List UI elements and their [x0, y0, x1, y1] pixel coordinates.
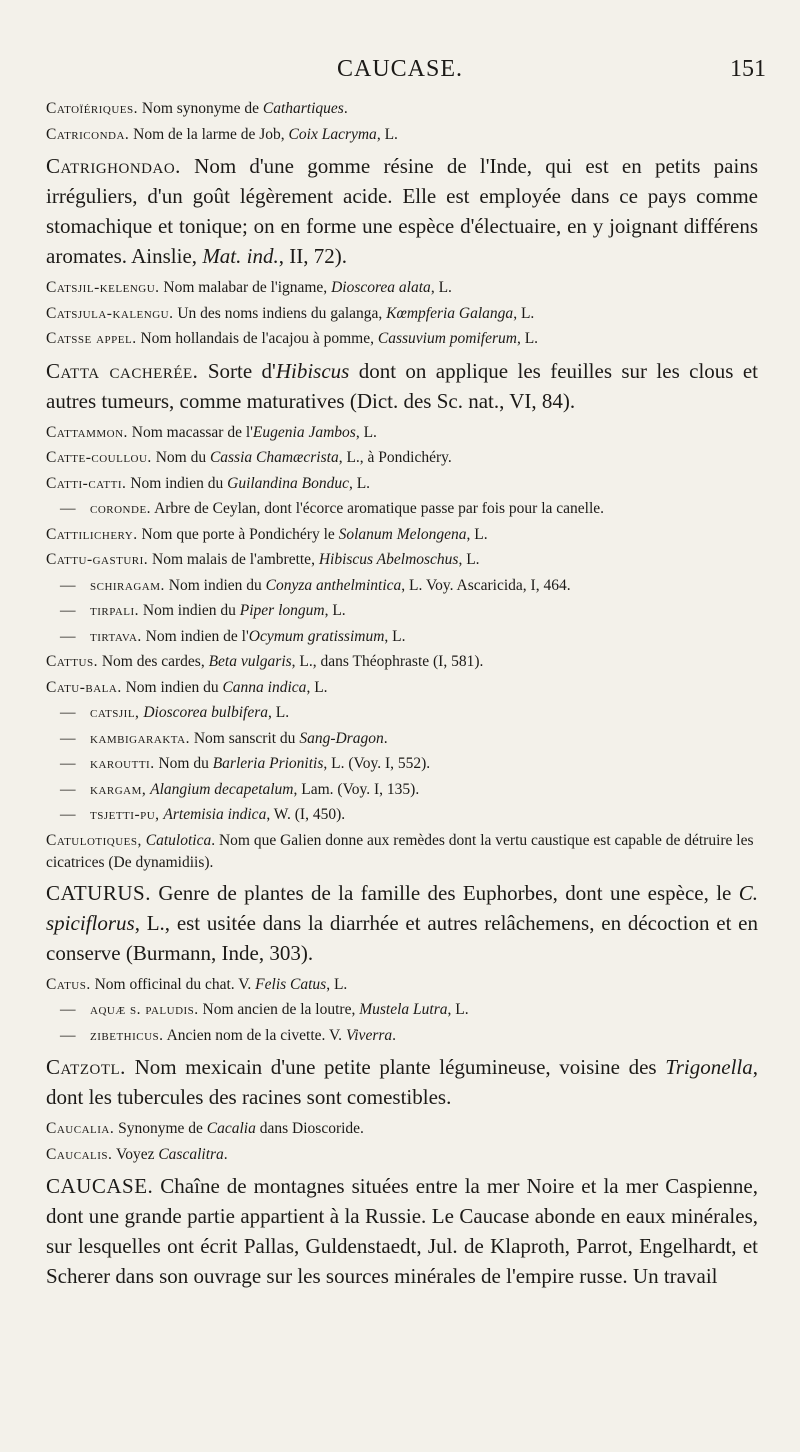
entry-caucalia: Caucalia. Synonyme de Cacalia dans Dioscoride.: [46, 1120, 364, 1137]
entry-tsjetti-pu: — tsjetti-pu, Artemisia indica, W. (I, 450).: [60, 806, 346, 823]
entry-catta-cacheree: Catta cacherée. Sorte d'Hibiscus dont on applique les feuilles sur les clous et autres tumeurs, comme maturatives (Dict. des Sc. nat., VI, 84).: [46, 358, 758, 413]
entry-aquae-paludis: — aquæ s. paludis. Nom ancien de la loutre, Mustela Lutra, L.: [60, 1001, 469, 1018]
entry-catu-bala: Catu-bala. Nom indien du Canna indica, L.: [46, 678, 328, 696]
entry-catzotl: Catzotl. Nom mexicain d'une petite plante légumineuse, voisine des Trigonella, dont les tubercules des racines sont comestibles.: [46, 1055, 758, 1109]
entry-catrighondao: Catrighondao. Nom d'une gomme résine de l'Inde, qui est en petits pains irréguliers, d'un goût légèrement acide. Elle est employée dans ce pays comme stomachique et tonique; on en forme une espèce d'électuaire, en y joignant différens aromates. Ainslie, Mat. ind., II, 72).: [46, 154, 759, 268]
entry-catte-coullou: Catte-coullou. Nom du Cassia Chamæcrista, L., à Pondichéry.: [46, 449, 452, 466]
entry-schiragam: — schiragam. Nom indien du Conyza anthelmintica, L. Voy. Ascaricida, I, 464.: [60, 576, 571, 594]
entry-tirpali: — tirpali. Nom indien du Piper longum, L.: [60, 602, 346, 619]
entry-cattilichery: Cattilichery. Nom que porte à Pondichéry le Solanum Melongena, L.: [46, 525, 488, 543]
entry-cattus: Cattus. Nom des cardes, Beta vulgaris, L., dans Théophraste (I, 581).: [46, 653, 484, 670]
page-number: 151: [730, 56, 766, 82]
entry-cattu-gasturi: Cattu-gasturi. Nom malais de l'ambrette, Hibiscus Abelmoschus, L.: [46, 551, 480, 568]
entry-list: [46, 96, 758, 1295]
entry-catsjil-kelengu: Catsjil-kelengu. Nom malabar de l'igname, Dioscorea alata, L.: [46, 279, 452, 296]
running-title: CAUCASE.: [336, 56, 464, 82]
entry-caucase: CAUCASE. Chaîne de montagnes situées entre la mer Noire et la mer Caspienne, dont une grande partie appartient à la Russie. Le Caucase abonde en eaux minérales, sur lesquelles ont écrit Pallas, Guldenstaedt, Jul. de Klaproth, Parrot, Engelhardt, et Scherer dans son ouvrage sur les sources minérales de l'empire russe. Un travail: [46, 1174, 758, 1288]
entry-kambigarakta: — kambigarakta. Nom sanscrit du Sang-Dragon.: [60, 729, 388, 747]
entry-kargam: — kargam, Alangium decapetalum, Lam. (Voy. I, 135).: [60, 780, 420, 798]
entry-catus: Catus. Nom officinal du chat. V. Felis Catus, L.: [46, 975, 348, 993]
entry-catulotiques: Catulotiques, Catulotica. Nom que Galien donne aux remèdes dont la vertu caustique est capable de détruire les cicatrices (De dynamidiis).: [46, 831, 754, 871]
entry-catsjil: — catsjil, Dioscorea bulbifera, L.: [60, 704, 290, 721]
entry-catsjula-kalengu: Catsjula-kalengu. Un des noms indiens du galanga, Kœmpferia Galanga, L.: [46, 304, 535, 322]
entry-karoutti: — karoutti. Nom du Barleria Prionitis, L. (Voy. I, 552).: [60, 755, 431, 772]
entry-catoieriques: Catoïériques. Nom synonyme de Cathartiques.: [46, 100, 348, 117]
entry-cattammon: Cattammon. Nom macassar de l'Eugenia Jambos, L.: [46, 423, 377, 441]
entry-coronde: — coronde. Arbre de Ceylan, dont l'écorce aromatique passe par fois pour la canelle.: [60, 500, 605, 517]
entry-catti-catti: Catti-catti. Nom indien du Guilandina Bonduc, L.: [46, 474, 371, 492]
entry-tirtava: — tirtava. Nom indien de l'Ocymum gratissimum, L.: [60, 627, 406, 645]
entry-catsse-appel: Catsse appel. Nom hollandais de l'acajou à pomme, Cassuvium pomiferum, L.: [46, 330, 539, 347]
running-header: [0, 56, 800, 90]
entry-catriconda: Catriconda. Nom de la larme de Job, Coix Lacryma, L.: [46, 125, 398, 143]
entry-zibethicus: — zibethicus. Ancien nom de la civette. V. Viverra.: [60, 1026, 397, 1044]
entry-caturus: CATURUS. Genre de plantes de la famille des Euphorbes, dont une espèce, le C. spiciflorus, L., est usitée dans la diarrhée et autres relâchemens, en décoction et en conserve (Burmann, Inde, 303).: [46, 880, 758, 965]
entry-caucalis: Caucalis. Voyez Cascalitra.: [46, 1145, 228, 1163]
